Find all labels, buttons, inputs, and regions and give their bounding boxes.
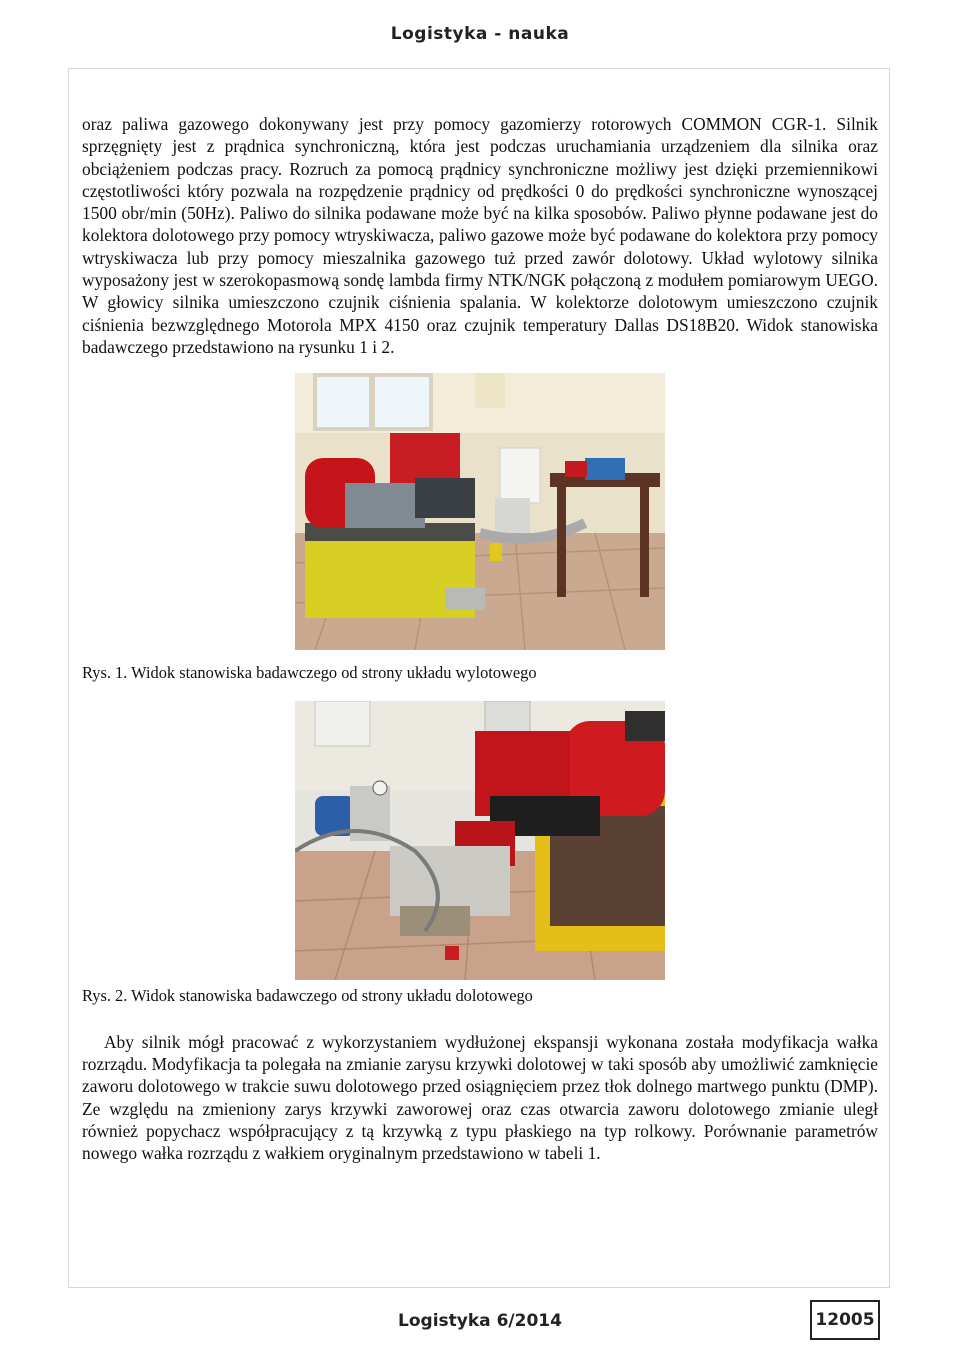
test-bench-exhaust-photo <box>295 373 665 650</box>
figure-1 <box>82 373 878 684</box>
article-body <box>82 113 878 1165</box>
paragraph: oraz paliwa gazowego dokonywany jest przy pomocy gazomierzy rotorowych COMMON CGR-1. Silnik sprzęgnięty jest z prądnica synchroniczną, która jest podczas uruchamiania urządzeniem dla silnika oraz obciążeniem podczas pracy. Rozruch za pomocą prądnicy synchroniczne możliwy jest dzięki przemiennikowi częstotliwości który pozwala na rozpędzenie prądnicy od prędkości 0 do prędkości synchroniczne wynoszącej 1500 obr/min (50Hz). Paliwo do silnika podawane może być na kilka sposobów. Paliwo płynne podawane jest do kolektora dolotowego przy pomocy wtryskiwacza, paliwo gazowe może być podawane do kolektora przy pomocy wtryskiwacza lub przy pomocy mieszalnika gazowego tuż przed zawór dolotowy. Układ wylotowy silnika wyposażony jest w szerokopasmową sondę lambda firmy NTK/NGK połączoną z modułem pomiarowym UEGO. W głowicy silnika umieszczono czujnik ciśnienia spalania. W kolektorze dolotowym umieszczono czujnik ciśnienia bezwzględnego Motorola MPX 4150 oraz czujnik temperatury Dallas DS18B20. Widok stanowiska badawczego przedstawiono na rysunku 1 i 2. <box>82 114 878 357</box>
paragraph: Aby silnik mógł pracować z wykorzystaniem wydłużonej ekspansji wykonana została modyfikacja wałka rozrządu. Modyfikacja ta polegała na zmianie zarysu krzywki dolotowej w taki sposób aby umożliwić zamknięcie zaworu dolotowego w trakcie suwu dolotowego przed osiągnięciem przez tłok dolnego martwego punktu (DMP). Ze względu na zmieniony zarys krzywki zaworowej oraz czas otwarcia zaworu dolotowego zmianie uległ również popychacz współpracujący z tą krzywką z typu płaskiego na typ rolkowy. Porównanie parametrów nowego wałka rozrządu z wałkiem oryginalnym przedstawiono w tabeli 1. <box>82 1031 878 1164</box>
test-bench-intake-photo <box>295 701 665 980</box>
figure-2 <box>82 701 878 1007</box>
page-number: 12005 <box>815 1310 875 1330</box>
figure-caption: Rys. 1. Widok stanowiska badawczego od strony układu wylotowego <box>82 663 537 683</box>
page-number-box <box>810 1300 880 1340</box>
journal-footer: Logistyka 6/2014 <box>398 1311 562 1331</box>
running-header: Logistyka - nauka <box>390 24 570 44</box>
figure-caption: Rys. 2. Widok stanowiska badawczego od strony układu dolotowego <box>82 985 533 1005</box>
